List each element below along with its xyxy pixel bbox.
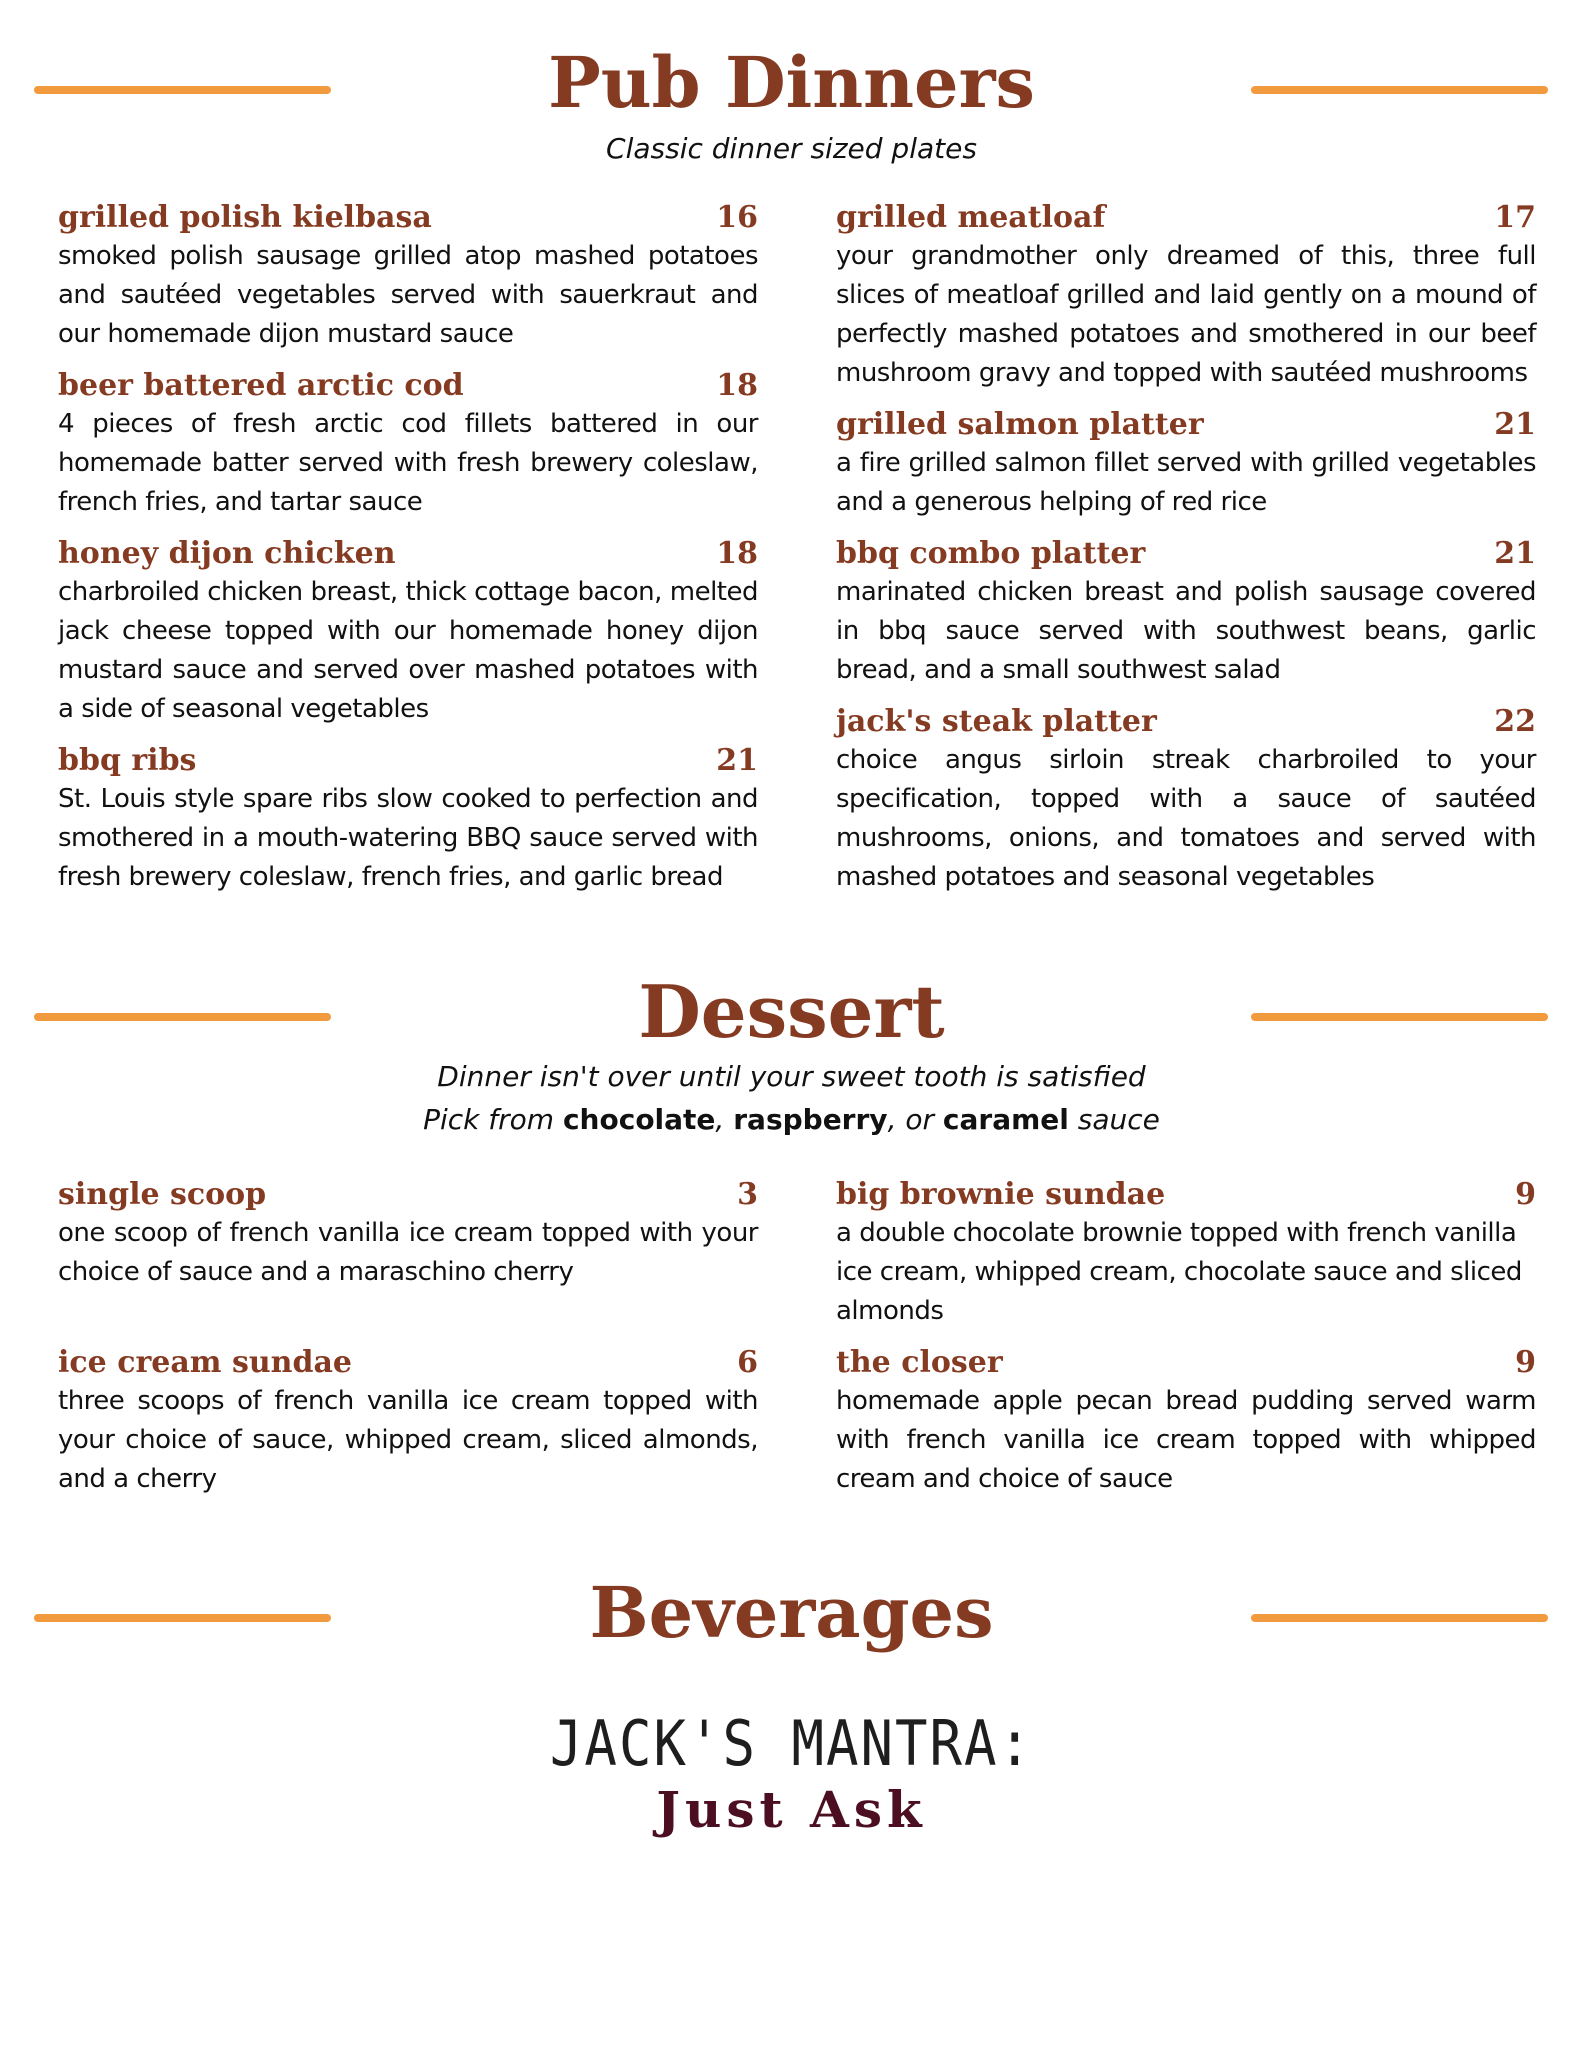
menu-item xyxy=(836,1344,1536,1499)
menu-item-description: marinated chicken breast and polish sausage covered in bbq sauce served with southwest beans, garlic bread, and a small southwest salad xyxy=(836,577,1536,685)
menu-item xyxy=(58,1176,758,1292)
sauce-options-separator: , xyxy=(715,1103,734,1136)
menu-item-name: the closer xyxy=(836,1345,1003,1380)
menu-item-name: jack's steak platter xyxy=(836,704,1157,739)
menu-item xyxy=(58,1344,758,1499)
menu-item-price: 21 xyxy=(1494,407,1536,442)
menu-item-description: smoked polish sausage grilled atop mashed potatoes and sautéed vegetables served with sauerkraut and our homemade dijon mustard sauce xyxy=(58,241,758,349)
menu-column-right xyxy=(836,199,1536,897)
sauce-option-raspberry: raspberry xyxy=(733,1103,888,1136)
menu-item-description: your grandmother only dreamed of this, three full slices of meatloaf grilled and laid gently on a mound of perfectly mashed potatoes and smothered in our beef mushroom gravy and topped with sautéed mushrooms xyxy=(836,241,1536,388)
section-tagline-dessert: Dinner isn't over until your sweet tooth is satisfied xyxy=(437,1060,1146,1093)
menu-item-description: St. Louis style spare ribs slow cooked to perfection and smothered in a mouth-watering BBQ sauce served with fresh brewery coleslaw, french fries, and garlic bread xyxy=(58,784,758,892)
section-tagline-pub-dinners: Classic dinner sized plates xyxy=(606,132,977,165)
menu-item xyxy=(836,406,1536,522)
section-title-dessert: Dessert xyxy=(638,969,945,1054)
mantra-value: Just Ask xyxy=(656,1780,927,1839)
section-title-beverages: Beverages xyxy=(589,1571,994,1654)
menu-item-price: 21 xyxy=(1494,536,1536,571)
menu-item xyxy=(58,742,758,897)
menu-item-price: 6 xyxy=(737,1345,758,1380)
menu-item-name: bbq ribs xyxy=(58,743,197,778)
menu-item-name: single scoop xyxy=(58,1177,267,1212)
menu-item xyxy=(836,1176,1536,1331)
menu-item-description: a fire grilled salmon fillet served with grilled vegetables and a generous helping of red rice xyxy=(836,448,1536,517)
menu-item-price: 9 xyxy=(1515,1345,1536,1380)
sauce-option-caramel: caramel xyxy=(942,1103,1069,1136)
menu-item-price: 18 xyxy=(716,536,758,571)
menu-item xyxy=(836,199,1536,393)
menu-item xyxy=(58,367,758,522)
menu-item-description: three scoops of french vanilla ice cream topped with your choice of sauce, whipped cream, sliced almonds, and a cherry xyxy=(58,1386,758,1494)
menu-item-name: ice cream sundae xyxy=(58,1345,352,1380)
menu-item-description: charbroiled chicken breast, thick cottage bacon, melted jack cheese topped with our homemade honey dijon mustard sauce and served over mashed potatoes with a side of seasonal vegetables xyxy=(58,577,758,724)
menu-item-description: homemade apple pecan bread pudding served warm with french vanilla ice cream topped with whipped cream and choice of sauce xyxy=(836,1386,1536,1494)
sauce-options-separator: , or xyxy=(887,1103,943,1136)
menu-item xyxy=(836,703,1536,897)
sauce-options-prefix: Pick from xyxy=(423,1103,563,1136)
sauce-options-line xyxy=(0,1103,1583,1136)
sauce-option-chocolate: chocolate xyxy=(562,1103,716,1136)
menu-item-name: bbq combo platter xyxy=(836,536,1146,571)
menu-item-name: grilled salmon platter xyxy=(836,407,1204,442)
menu-item-name: big brownie sundae xyxy=(836,1177,1166,1212)
menu-item-description: choice angus sirloin streak charbroiled to your specification, topped with a sauce of sautéed mushrooms, onions, and tomatoes and served with mashed potatoes and seasonal vegetables xyxy=(836,745,1536,892)
menu-item xyxy=(58,535,758,729)
menu-item-price: 21 xyxy=(716,743,758,778)
menu-item-name: honey dijon chicken xyxy=(58,536,396,571)
menu-item-price: 22 xyxy=(1494,704,1536,739)
dessert-column-left xyxy=(58,1176,758,1494)
menu-item-price: 16 xyxy=(716,200,758,235)
dessert-column-right xyxy=(836,1176,1536,1494)
mantra-label: JACK'S MANTRA: xyxy=(549,1707,1034,1780)
menu-item-price: 17 xyxy=(1494,200,1536,235)
section-title-pub-dinners: Pub Dinners xyxy=(548,41,1035,124)
menu-item-price: 9 xyxy=(1515,1177,1536,1212)
menu-item-description: a double chocolate brownie topped with french vanilla ice cream, whipped cream, chocolate sauce and sliced almonds xyxy=(836,1218,1522,1326)
menu-item-price: 3 xyxy=(737,1177,758,1212)
sauce-options-suffix: sauce xyxy=(1068,1103,1160,1136)
menu-column-left xyxy=(58,199,758,897)
menu-item-description: one scoop of french vanilla ice cream topped with your choice of sauce and a maraschino cherry xyxy=(58,1218,758,1287)
menu-item-name: grilled polish kielbasa xyxy=(58,200,432,235)
menu-item-description: 4 pieces of fresh arctic cod fillets battered in our homemade batter served with fresh brewery coleslaw, french fries, and tartar sauce xyxy=(58,409,758,517)
menu-item xyxy=(58,199,758,354)
menu-item-price: 18 xyxy=(716,368,758,403)
menu-item-name: beer battered arctic cod xyxy=(58,368,464,403)
menu-item xyxy=(836,535,1536,690)
menu-item-name: grilled meatloaf xyxy=(836,200,1106,235)
